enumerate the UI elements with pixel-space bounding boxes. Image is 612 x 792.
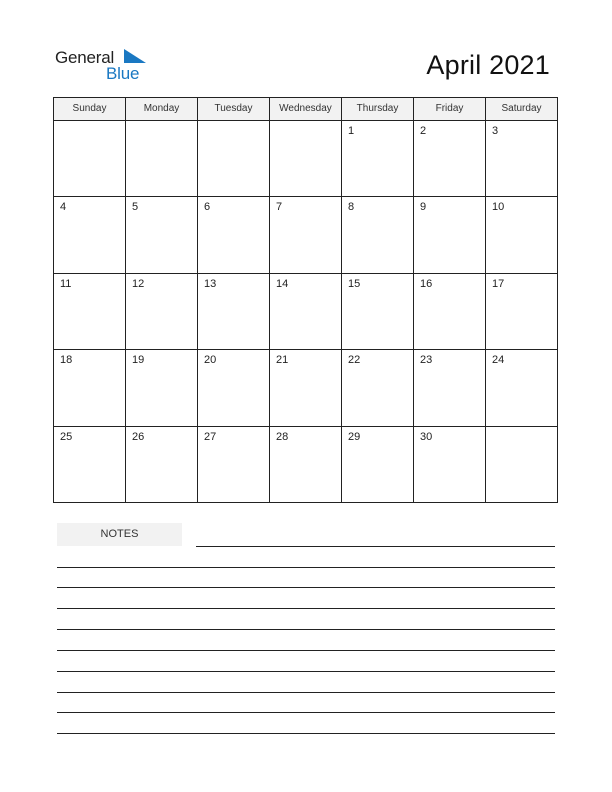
day-cell: 4	[54, 197, 126, 272]
day-cell: 22	[342, 350, 414, 425]
day-cell: 26	[126, 427, 198, 502]
day-cell: 1	[342, 121, 414, 196]
day-cell: 18	[54, 350, 126, 425]
notes-line	[57, 692, 555, 693]
weekday-label: Thursday	[342, 98, 414, 120]
weekday-header	[54, 98, 557, 121]
calendar-body	[54, 121, 557, 502]
page-title: April 2021	[426, 50, 550, 80]
logo-word-blue: Blue	[106, 64, 140, 83]
day-cell: 17	[492, 277, 505, 290]
week-row	[54, 350, 557, 426]
day-cell: 25	[54, 427, 126, 502]
day-cell: 23	[414, 350, 486, 425]
day-cell: 29	[342, 427, 414, 502]
weekday-label: Wednesday	[270, 98, 342, 120]
week-row	[54, 274, 557, 350]
weekday-label: Monday	[126, 98, 198, 120]
day-cell: 15	[342, 274, 414, 349]
triangle-flag-icon	[124, 49, 146, 63]
day-cell: 7	[270, 197, 342, 272]
day-cell: 11	[54, 274, 126, 349]
day-cell	[270, 121, 342, 196]
calendar-grid	[53, 97, 558, 503]
weekday-label: Friday	[414, 98, 486, 120]
notes-line	[196, 546, 555, 547]
notes-line	[57, 629, 555, 630]
day-cell	[198, 121, 270, 196]
day-cell: 19	[126, 350, 198, 425]
weekday-label: Tuesday	[198, 98, 270, 120]
week-row	[54, 197, 557, 273]
notes-line	[57, 650, 555, 651]
day-cell: 5	[126, 197, 198, 272]
day-cell: 21	[270, 350, 342, 425]
notes-line	[57, 608, 555, 609]
day-cell: 27	[198, 427, 270, 502]
day-cell: 16	[414, 274, 486, 349]
day-cell: 6	[198, 197, 270, 272]
weekday-label: Saturday	[501, 103, 542, 114]
day-cell	[54, 121, 126, 196]
notes-label: NOTES	[57, 523, 182, 546]
notes-line	[57, 712, 555, 713]
day-cell: 10	[492, 201, 505, 214]
notes-line	[57, 733, 555, 734]
logo-word-general: General	[55, 48, 115, 67]
day-cell: 14	[270, 274, 342, 349]
day-cell: 9	[414, 197, 486, 272]
week-row	[54, 121, 557, 197]
day-cell: 2	[414, 121, 486, 196]
day-cell: 13	[198, 274, 270, 349]
week-row	[54, 427, 557, 502]
day-cell: 30	[414, 427, 486, 502]
day-cell: 28	[270, 427, 342, 502]
day-cell	[486, 427, 557, 502]
brand-logo	[55, 46, 155, 86]
notes-line	[57, 567, 555, 568]
day-cell: 3	[492, 125, 499, 137]
day-cell	[126, 121, 198, 196]
notes-line	[57, 587, 555, 588]
day-cell: 8	[342, 197, 414, 272]
day-cell: 24	[492, 354, 505, 367]
day-cell: 20	[198, 350, 270, 425]
notes-line	[57, 671, 555, 672]
weekday-label: Sunday	[54, 98, 126, 120]
day-cell: 12	[126, 274, 198, 349]
